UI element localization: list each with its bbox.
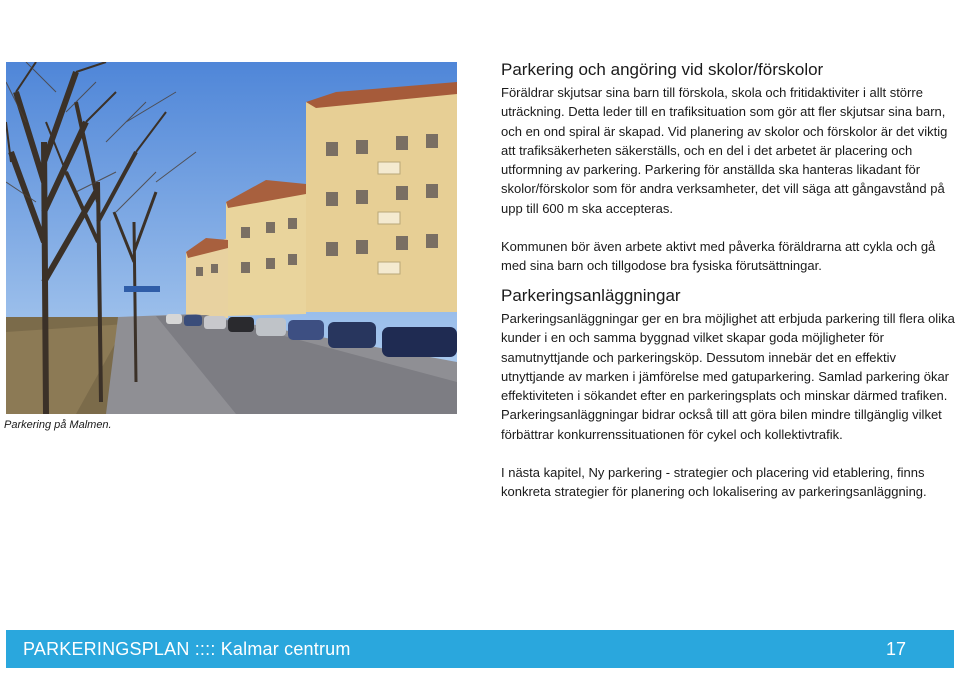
- photo-caption: Parkering på Malmen.: [4, 419, 112, 431]
- section-school-parking: [501, 60, 959, 276]
- street-photo: [6, 62, 457, 414]
- paragraph: I nästa kapitel, Ny parkering - strategier och placering vid etablering, finns konkreta strategier för planering och lokalisering av parkeringsanläggning.: [501, 465, 927, 500]
- section-heading: Parkering och angöring vid skolor/förskolor: [501, 60, 824, 79]
- paragraph: Parkeringsanläggningar ger en bra möjlighet att erbjuda parkering till flera olika kunder i en och samma byggnad vilket skapar goda möjligheter för samutnyttjande och parkeringsköp. Dessutom innebär det en effektiv utnyttjande av marken i jämförelse med gatuparkering. Samlad parkering ökar effektiviteten i sökandet efter en parkeringsplats och minskar därmed trafiken. Parkeringsanläggningar bidrar också till att göra bilen mindre tillgänglig vilket förbättrar konkurrenssituationen för cykel och kollektivtrafik.: [501, 311, 955, 442]
- footer-title: PARKERINGSPLAN :::: Kalmar centrum: [23, 639, 351, 659]
- paragraph: Föräldrar skjutsar sina barn till förskola, skola och fritidaktiviter i allt större uträckning. Detta leder till en trafiksituation som gör att fler skjutsar sina barn, och en ond spiral är skapad. Vid planering av skolor och förskolor är det viktig att trafiksäkerheten säkerställs, och en del i det arbetet är placering och utformning av parkering. Parkering för anställda ska hanteras likadant för skolor/förskolor som för andra verksamheter, det vill säga att gångavstånd på upp till 600 m ska accepteras.: [501, 85, 948, 216]
- page-footer: [6, 630, 954, 668]
- section-parking-facilities: [501, 286, 959, 502]
- section-heading: Parkeringsanläggningar: [501, 286, 681, 305]
- paragraph: Kommunen bör även arbete aktivt med påverka föräldrarna att cykla och gå med sina barn och tillgodose bra fysiska förutsättningar.: [501, 239, 936, 274]
- page-number: 17: [885, 639, 906, 659]
